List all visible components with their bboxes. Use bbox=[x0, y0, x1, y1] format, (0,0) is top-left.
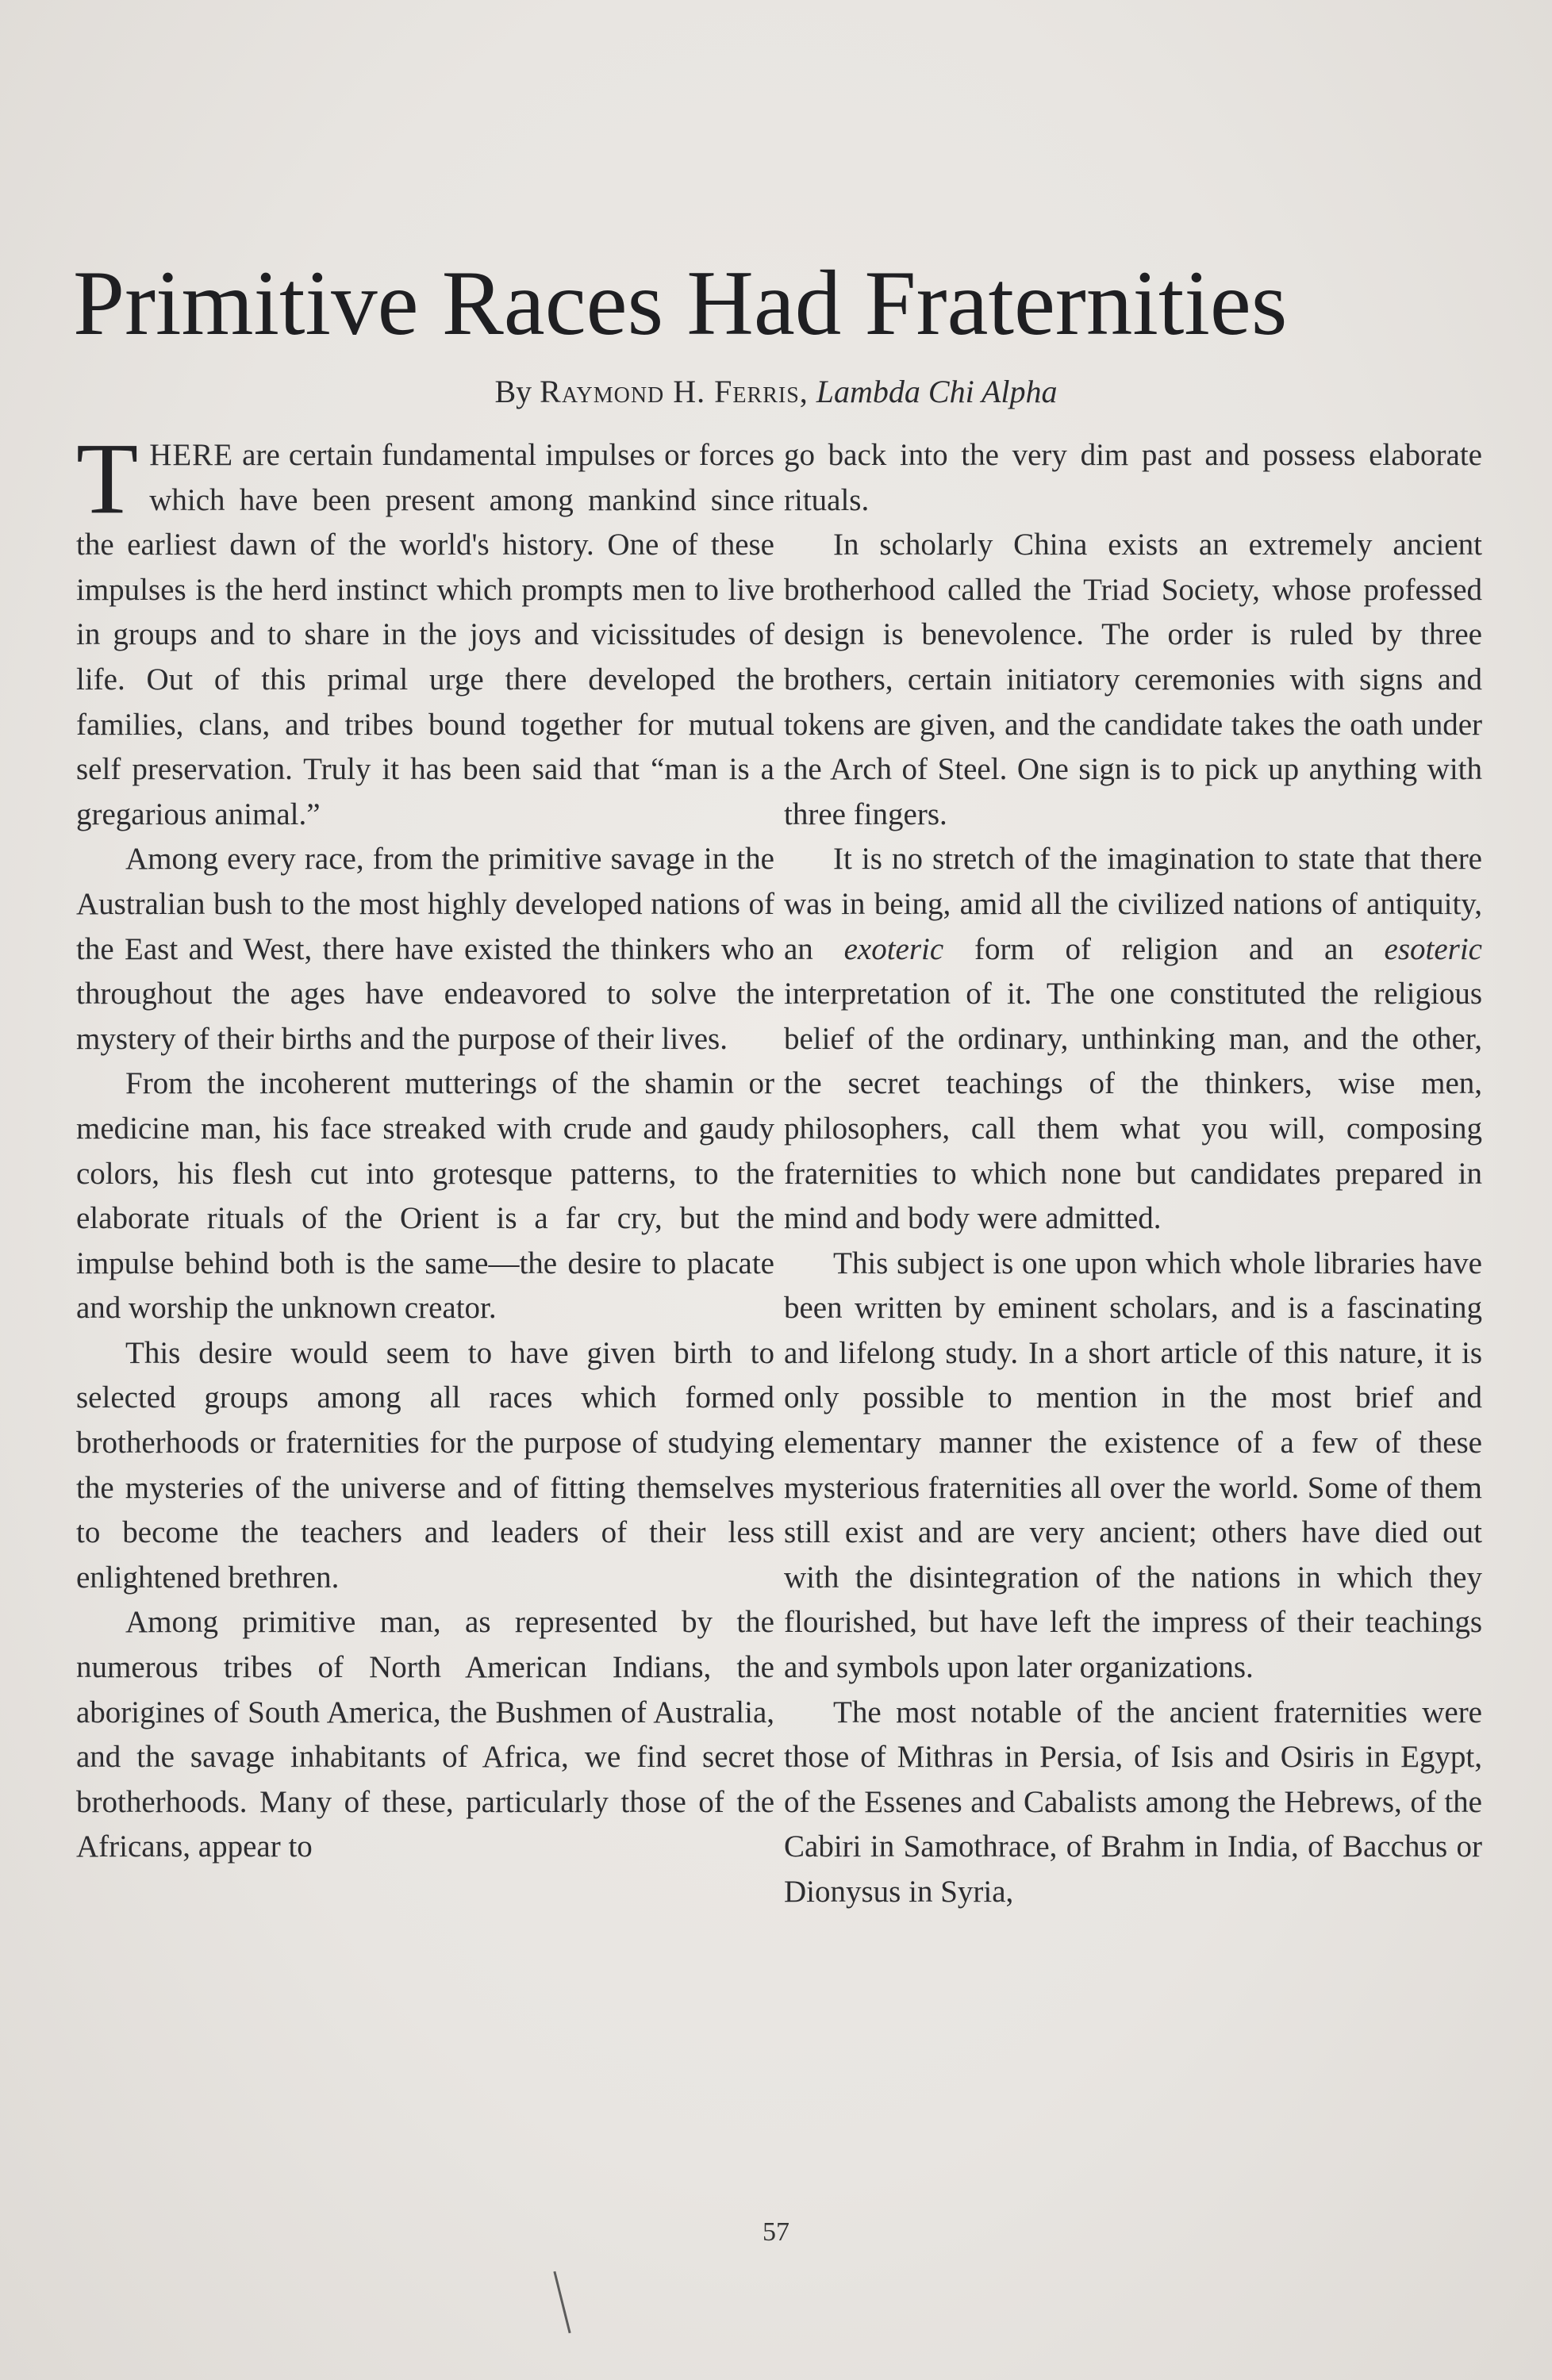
paragraph: From the incoherent mutterings of the shamin or medicine man, his face streaked with crude and gaudy colors, his flesh cut into grotesque patterns, to the elaborate rituals of the Orient is a far cry, but the impulse behind both is the same—the desire to placate and worship the unknown creator. bbox=[76, 1066, 774, 1326]
paragraph: This desire would seem to have given birth to selected groups among all races which formed brotherhoods or fraternities for the purpose of studying the mysteries of the universe and of fitting themselves to become the teachers and leaders of their less enlightened brethren. bbox=[76, 1335, 774, 1595]
article-title: Primitive Races Had Fraternities bbox=[73, 252, 1288, 355]
italic-term-esoteric: esoteric bbox=[1384, 931, 1482, 966]
paragraph: go back into the very dim past and possess elaborate rituals. bbox=[784, 438, 1482, 517]
lead-in-caps: HERE bbox=[149, 438, 234, 472]
paragraph: Among every race, from the primitive savage in the Australian bush to the most highly developed nations of the East and West, there have existed the thinkers who throughout the ages have endeavored to solve the mystery of their births and the purpose of their lives. bbox=[76, 842, 774, 1056]
drop-cap: T bbox=[76, 422, 139, 535]
page-number: 57 bbox=[763, 2217, 789, 2247]
byline-prefix: By bbox=[494, 374, 532, 409]
paragraph-text: are certain fundamental impulses or forces which have been present among mankind since the earliest dawn of the world's history. One of these impulses is the herd instinct which prompts men to live in groups and to share in the joys and vicissitudes of life. Out of this primal urge there developed the families, clans, and tribes bound together for mutual self preservation. Truly it has been said that “man is a gregarious animal.” bbox=[76, 438, 774, 831]
byline-chapter: Lambda Chi Alpha bbox=[816, 374, 1058, 409]
right-column bbox=[784, 433, 1482, 1915]
paragraph: Among primitive man, as represented by the numerous tribes of North American Indians, the aborigines of South America, the Bushmen of Australia, and the savage inhabitants of Africa, we find secret brotherhoods. Many of these, particularly those of the Africans, appear to bbox=[76, 1605, 774, 1864]
paragraph: This subject is one upon which whole libraries have been written by eminent scholars, and is a fascinating and lifelong study. In a short article of this nature, it is only possible to mention in the most brief and elementary manner the existence of a few of these mysterious fraternities all over the world. Some of them still exist and are very ancient; others have died out with the disintegration of the nations in which they flourished, but have left the impress of their teachings and symbols upon later organizations. bbox=[784, 1246, 1482, 1685]
italic-term-exoteric: exoteric bbox=[843, 931, 944, 966]
pencil-mark bbox=[553, 2271, 570, 2333]
paragraph-text: It is no stretch of the imagination to state that there was in being, amid all the civilized nations of antiquity, an bbox=[784, 842, 1482, 966]
left-column bbox=[76, 422, 774, 1870]
byline bbox=[0, 370, 1552, 413]
paragraph bbox=[784, 837, 1482, 1241]
paragraph: The most notable of the ancient fraternities were those of Mithras in Persia, of Isis and Osiris in Egypt, of the Essenes and Cabalists among the Hebrews, of the Cabiri in Samothrace, of Brahm in India, of Bacchus or Dionysus in Syria, bbox=[784, 1695, 1482, 1909]
paragraph-text: form of religion and an bbox=[943, 931, 1385, 966]
paragraph bbox=[76, 422, 774, 837]
byline-author: Raymond H. Ferris, bbox=[540, 374, 809, 409]
paragraph: In scholarly China exists an extremely ancient brotherhood called the Triad Society, whose professed design is benevolence. The order is ruled by three brothers, certain initiatory ceremonies with signs and tokens are given, and the candidate takes the oath under the Arch of Steel. One sign is to pick up anything with three fingers. bbox=[784, 528, 1482, 831]
paragraph-text: interpretation of it. The one constituted the religious belief of the ordinary, unthinking man, and the other, the secret teachings of the thinkers, wise men, philosophers, call them what you will, composing fraternities to which none but candidates prepared in mind and body were admitted. bbox=[784, 977, 1482, 1236]
